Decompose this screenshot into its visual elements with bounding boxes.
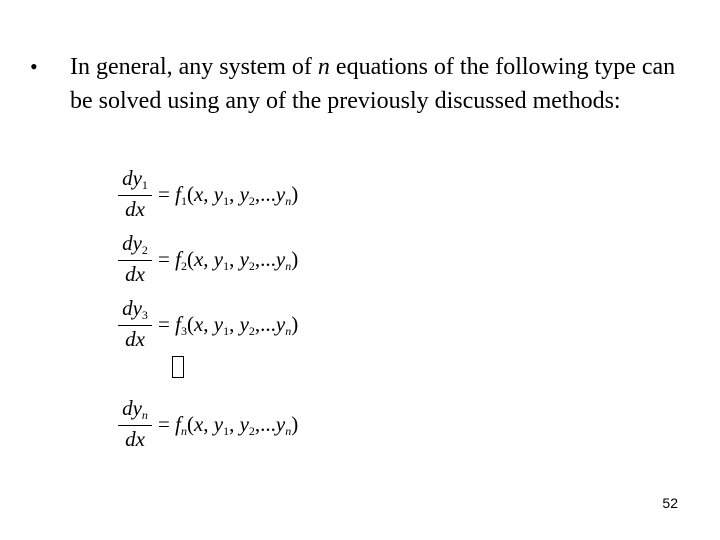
equation-n: [118, 396, 418, 454]
equation-3: [118, 296, 418, 354]
fraction-denominator: dx: [125, 262, 145, 286]
fraction-denominator: dx: [125, 427, 145, 451]
fraction-bar: [118, 325, 152, 326]
equation-rhs: = $f_1(x$, $y_1$, $y_2,...yn$): [158, 182, 299, 208]
page-number: 52: [662, 495, 678, 511]
fraction-bar: [118, 195, 152, 196]
missing-glyph-box: [172, 356, 184, 378]
bullet-italic-var: n: [317, 54, 330, 80]
fraction-numerator: $dy_2$: [122, 231, 148, 257]
fraction-denominator: dx: [125, 327, 145, 351]
fraction-numerator: $dy_3$: [122, 296, 148, 322]
bullet-text-after: equations of the following type can be solved using any of the previously discussed methods:: [70, 54, 676, 114]
bullet-text-before: In general, any system of: [70, 54, 318, 80]
fraction-numerator: $dy_1$: [122, 166, 148, 192]
fraction-denominator: dx: [125, 197, 145, 221]
equation-1: [118, 166, 418, 224]
equation-2: [118, 231, 418, 289]
bullet-block: [30, 50, 700, 118]
bullet-text: [70, 50, 700, 118]
fraction-bar: [118, 260, 152, 261]
equation-rhs: = $f_3(x$, $y_1$, $y_2,...yn$): [158, 312, 299, 338]
fraction-bar: [118, 425, 152, 426]
bullet-dot: •: [30, 54, 38, 79]
equation-rhs: = fn(x, $y_1$, $y_2,...yn$): [158, 412, 299, 438]
fraction-numerator: dyn: [122, 396, 148, 422]
equation-rhs: = $f_2(x$, $y_1$, $y_2,...yn$): [158, 247, 299, 273]
